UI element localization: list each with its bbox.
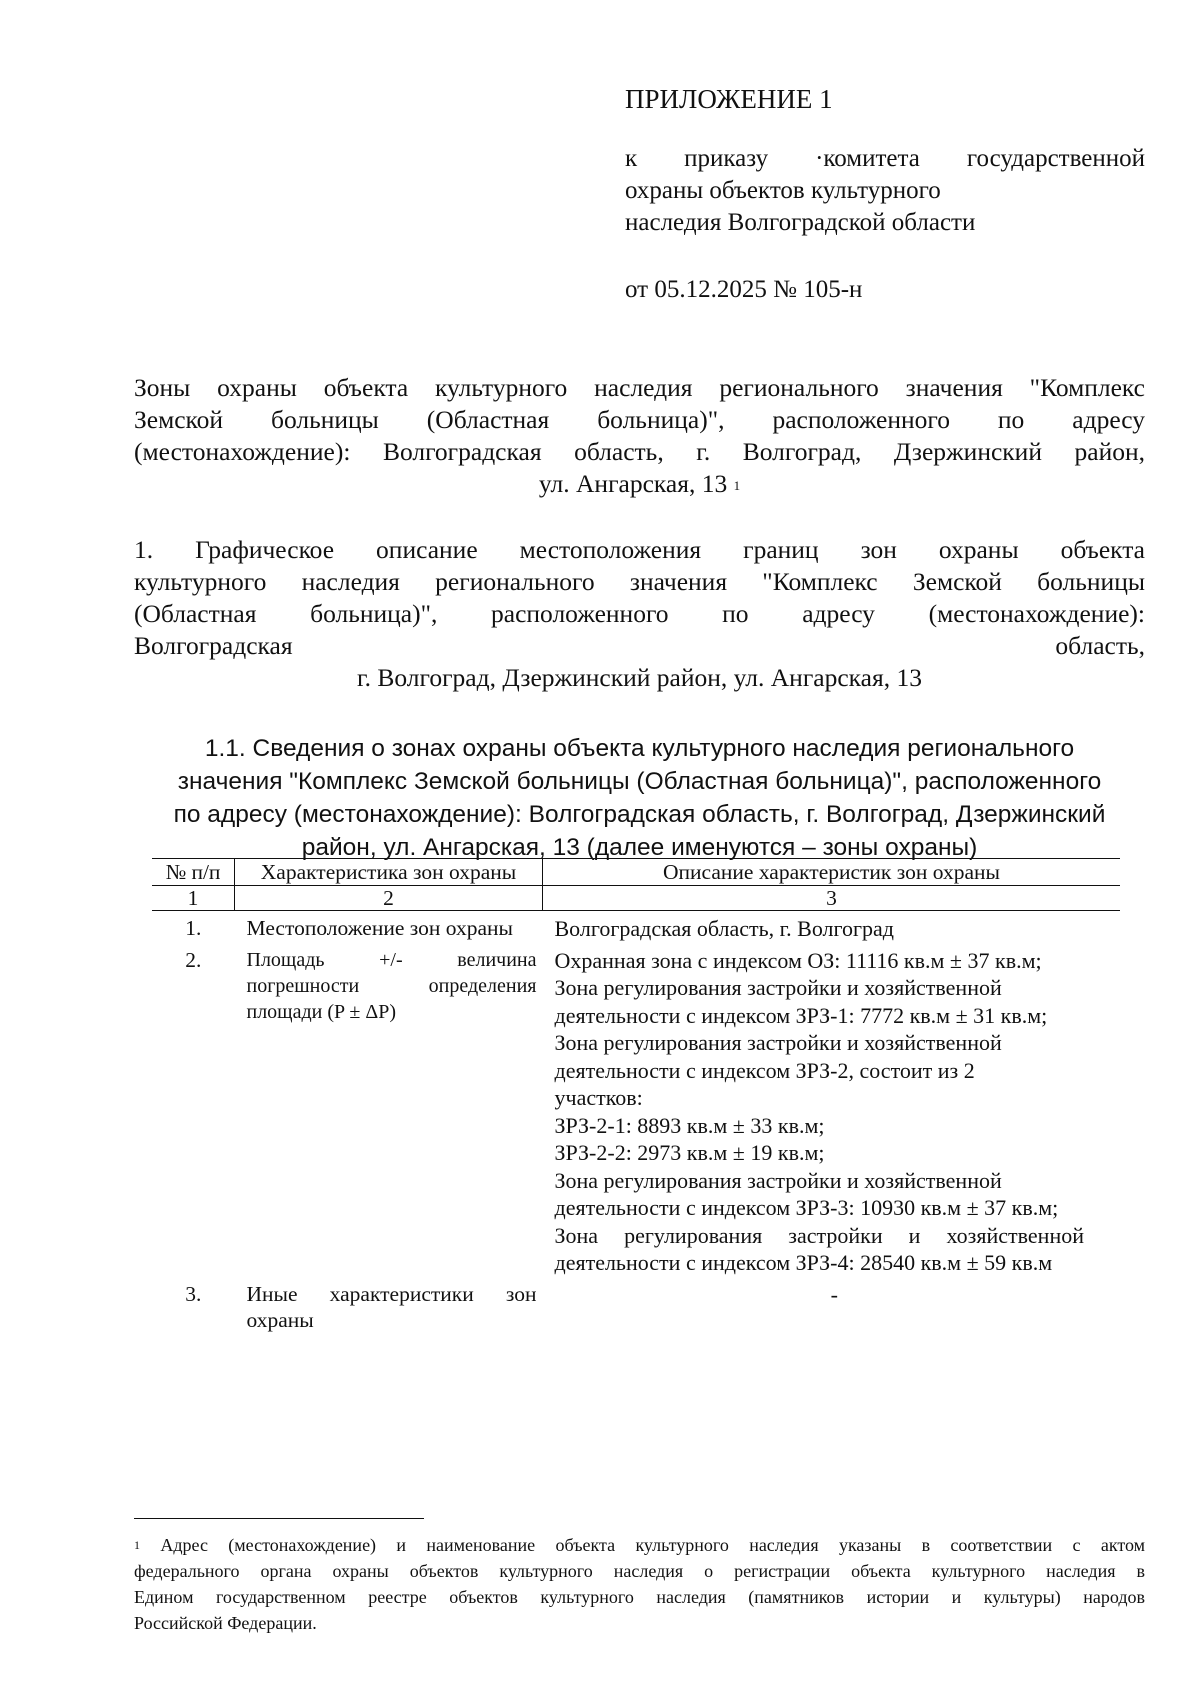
appendix-date: от 05.12.2025 № 105-н [625, 276, 863, 303]
description-line: Зона регулирования застройки и хозяйственной [554, 975, 1002, 1000]
row-characteristic: Иные характеристики зон охраны [246, 1281, 537, 1332]
footnote-line-1 [134, 1532, 1145, 1558]
row-number: 3. [185, 1281, 202, 1306]
description-line: ЗРЗ-2-2: 2973 кв.м ± 19 кв.м; [554, 1140, 825, 1165]
footnote-divider [134, 1518, 424, 1519]
title-line-4-text: ул. Ангарская, 13 [538, 469, 728, 498]
description-line: ЗРЗ-2-1: 8893 кв.м ± 33 кв.м; [554, 1112, 825, 1138]
description-line: Зона регулирования застройки и хозяйственной [554, 1030, 1002, 1055]
row-description [543, 943, 1121, 1277]
title-line-2: Земской больницы (Областная больница)", расположенного по адресу [134, 405, 1145, 434]
footnote-line-3: Едином государственном реестре объектов культурного наследия (памятников истории и культуры) народов [134, 1587, 1145, 1607]
footnote-mark: 1 [134, 1538, 140, 1552]
table-row [152, 1277, 1120, 1333]
section-1-1-line-1: 1.1. Сведения о зонах охраны объекта культурного наследия регионального [204, 735, 1075, 762]
table-header-row [152, 859, 1120, 886]
header-number: № п/п [152, 859, 235, 886]
appendix-line-2: охраны объектов культурного [625, 177, 941, 204]
footnote-reference: 1 [733, 478, 741, 493]
column-number-2: 2 [235, 886, 543, 911]
column-number-1: 1 [152, 886, 235, 911]
title-line-3: (местонахождение): Волгоградская область, г. Волгоград, Дзержинский район, [134, 437, 1145, 466]
row-description: - [830, 1281, 838, 1307]
section-1-1-line-4: район, ул. Ангарская, 13 (далее именуются – зоны охраны) [301, 834, 978, 861]
table-column-numbers-row [152, 886, 1120, 911]
table-row [152, 943, 1120, 1277]
zones-table [152, 858, 1120, 1333]
title-line-4 [134, 468, 1145, 500]
footnote [134, 1532, 1145, 1636]
section-1-heading [134, 534, 1145, 694]
column-number-3: 3 [543, 886, 1121, 911]
header-characteristic: Характеристика зон охраны [235, 859, 543, 886]
section-1-line-2: культурного наследия регионального значения "Комплекс Земской больницы [134, 567, 1145, 596]
footnote-line-4: Российской Федерации. [134, 1613, 317, 1633]
description-line: деятельности с индексом ЗРЗ-4: 28540 кв.м ± 59 кв.м [554, 1250, 1053, 1275]
section-1-1-heading [134, 732, 1145, 864]
row-description [543, 911, 1121, 943]
row-characteristic: Местоположение зон охраны [246, 916, 513, 940]
description-line: деятельности с индексом ЗРЗ-1: 7772 кв.м ± 31 кв.м; [554, 1002, 1048, 1028]
title-line-1: Зоны охраны объекта культурного наследия регионального значения "Комплекс [134, 373, 1145, 402]
description-line: деятельности с индексом ЗРЗ-3: 10930 кв.м ± 37 кв.м; [554, 1195, 1059, 1220]
section-1-1-line-2: значения "Комплекс Земской больницы (Областная больница)", расположенного [177, 768, 1102, 795]
appendix-line-1: к приказу ·комитета государственной [625, 145, 1145, 172]
row-number: 1. [185, 916, 202, 940]
footnote-line-2: федерального органа охраны объектов культурного наследия о регистрации объекта культурного наследия в [134, 1561, 1145, 1581]
section-1-line-1: 1. Графическое описание местоположения границ зон охраны объекта [134, 535, 1145, 564]
description-line: Зона регулирования застройки и хозяйственной [554, 1222, 1084, 1248]
table-row [152, 911, 1120, 943]
appendix-order-reference [625, 143, 1145, 239]
document-title [134, 372, 1145, 500]
section-1-line-5: г. Волгоград, Дзержинский район, ул. Ангарская, 13 [357, 663, 922, 692]
section-1-line-4: Волгоградская область, [134, 631, 1145, 660]
section-1-line-3: (Областная больница)", расположенного по адресу (местонахождение): [134, 599, 1145, 628]
row-characteristic: Площадь +/- величина погрешности определения площади (P ± ΔP) [246, 948, 537, 1023]
description-line: участков: [554, 1085, 643, 1110]
section-1-1-line-3: по адресу (местонахождение): Волгоградская область, г. Волгоград, Дзержинский [173, 801, 1106, 828]
footnote-line-1-text: Адрес (местонахождение) и наименование объекта культурного наследия указаны в соответствии с актом [160, 1535, 1145, 1555]
description-line: Волгоградская область, г. Волгоград [554, 916, 894, 941]
header-description: Описание характеристик зон охраны [543, 859, 1121, 886]
appendix-line-3: наследия Волгоградской области [625, 209, 976, 236]
row-number: 2. [185, 947, 202, 972]
description-line: деятельности с индексом ЗРЗ-2, состоит из 2 [554, 1057, 975, 1083]
appendix-title: ПРИЛОЖЕНИЕ 1 [625, 84, 833, 114]
description-line: Охранная зона с индексом ОЗ: 11116 кв.м ± 37 кв.м; [554, 947, 1042, 973]
description-line: Зона регулирования застройки и хозяйственной [554, 1167, 1002, 1193]
